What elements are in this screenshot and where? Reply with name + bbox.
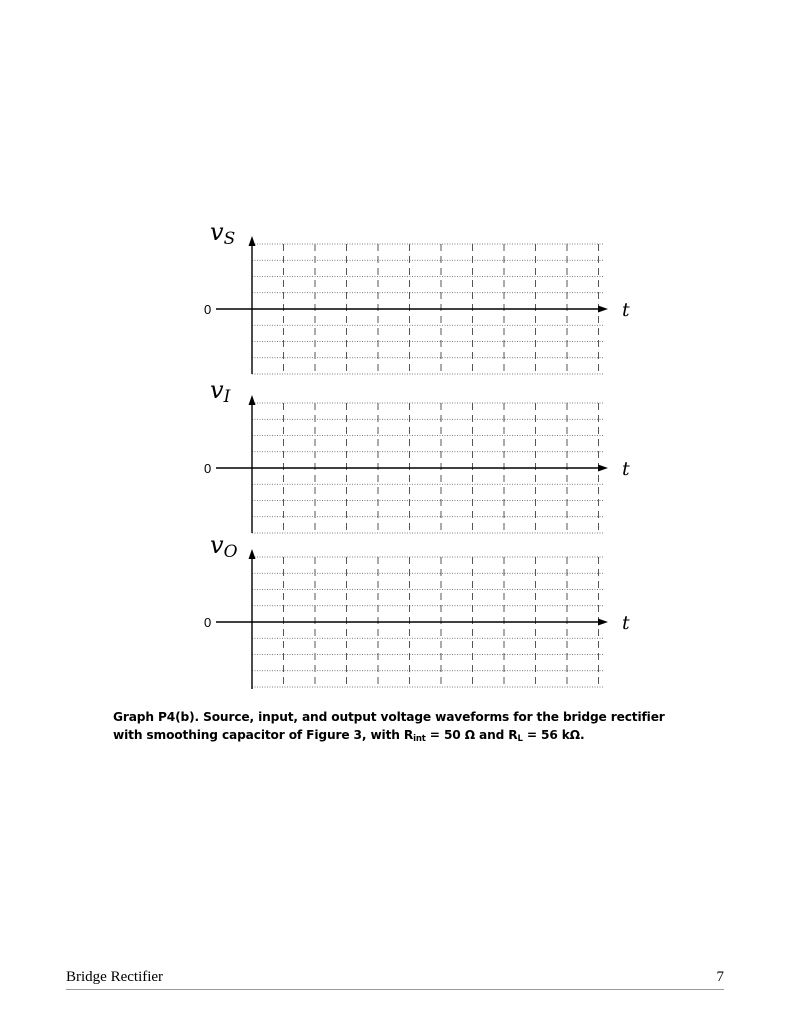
voltage-symbol: v bbox=[210, 531, 224, 559]
zero-label: 0 bbox=[204, 461, 212, 476]
vertical-axis-arrow-icon bbox=[249, 549, 256, 559]
figure-caption bbox=[113, 708, 693, 744]
voltage-axis-label bbox=[210, 376, 231, 407]
caption-text-1: Graph P4(b). Source, input, and output voltage waveforms for the bridge rectifier with smoothing capacitor of Figure 3, with R bbox=[113, 710, 665, 742]
graph-panel-vs bbox=[204, 218, 630, 374]
zero-label: 0 bbox=[204, 615, 212, 630]
page-footer bbox=[66, 969, 724, 990]
caption-text-2: = 50 Ω and R bbox=[425, 728, 518, 742]
voltage-symbol: v bbox=[210, 218, 224, 246]
time-axis-arrow-icon bbox=[598, 465, 608, 472]
time-axis-arrow-icon bbox=[598, 619, 608, 626]
voltage-subscript: O bbox=[223, 542, 238, 562]
vertical-axis-arrow-icon bbox=[249, 395, 256, 405]
caption-text-3: = 56 kΩ. bbox=[522, 728, 585, 742]
footer-title: Bridge Rectifier bbox=[66, 969, 164, 985]
time-axis-arrow-icon bbox=[598, 306, 608, 313]
time-label: t bbox=[622, 299, 630, 321]
voltage-subscript: I bbox=[223, 387, 231, 407]
caption-subscript-l: L bbox=[517, 734, 523, 744]
voltage-symbol: v bbox=[210, 376, 224, 404]
time-label: t bbox=[622, 612, 630, 634]
voltage-subscript: S bbox=[223, 229, 236, 249]
vertical-axis-arrow-icon bbox=[249, 236, 256, 246]
voltage-axis-label bbox=[210, 531, 238, 562]
zero-label: 0 bbox=[204, 302, 212, 317]
graph-panel-vo bbox=[204, 531, 630, 689]
caption-subscript-int: int bbox=[413, 734, 426, 744]
page-number: 7 bbox=[716, 969, 724, 985]
graph-panel-vi bbox=[204, 376, 630, 533]
time-label: t bbox=[622, 458, 630, 480]
voltage-axis-label bbox=[210, 218, 235, 249]
